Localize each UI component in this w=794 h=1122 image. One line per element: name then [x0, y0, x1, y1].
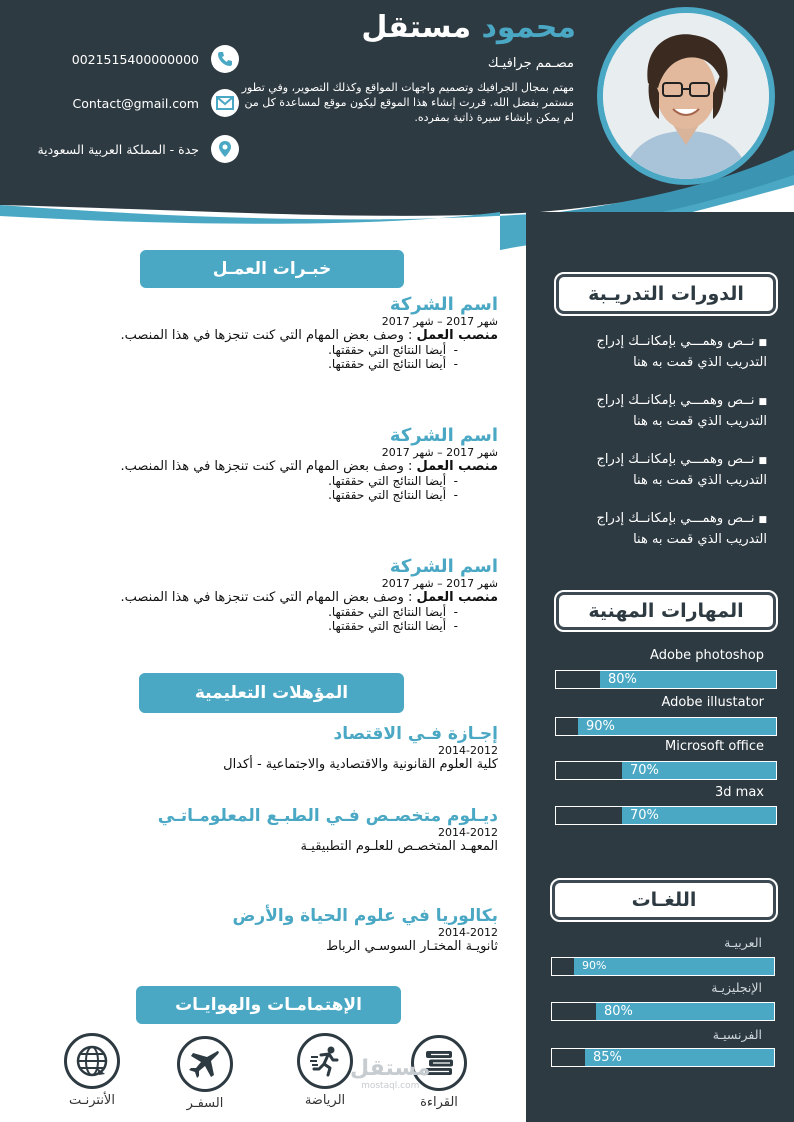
language-label: الإنجليزيـة	[711, 980, 762, 995]
skill-bar-empty	[556, 807, 622, 824]
first-name: محمود	[481, 10, 576, 45]
course-item	[555, 391, 767, 432]
achievement-text: أيضا النتائج التي حققتها.	[328, 488, 447, 502]
skill-percent: 80%	[608, 672, 637, 687]
contact-email-row	[0, 88, 239, 118]
course-line1: نــص وهمـــي بإمكانــك إدراج	[596, 511, 755, 526]
profile-photo	[597, 7, 775, 185]
course-line2: التدريب الذي قمت به هنا	[633, 355, 767, 370]
hobby-label: السفـر	[186, 1096, 224, 1111]
role-description: : وصف بعض المهام التي كنت تنجزها في هذا المنصب.	[120, 590, 417, 605]
company-name: اسم الشركة	[389, 556, 498, 577]
skill-percent: 70%	[630, 808, 659, 823]
achievement: - أيضا النتائج التي حققتها.	[328, 488, 458, 502]
phone-icon	[211, 45, 239, 73]
course-item	[555, 450, 767, 491]
language-label: الفرنسيـة	[712, 1027, 762, 1042]
job-role	[28, 328, 498, 343]
language-bar-empty	[552, 1003, 596, 1020]
achievement: - أيضا النتائج التي حققتها.	[328, 605, 458, 619]
hobby-label: الأنترنـت	[69, 1093, 115, 1108]
course-line1: نــص وهمـــي بإمكانــك إدراج	[596, 393, 755, 408]
job-role	[28, 459, 498, 474]
degree-title: بكالوريا في علوم الحياة والأرض	[232, 906, 498, 926]
education-heading: المؤهلات التعليمية	[139, 673, 404, 713]
location-text: جدة - المملكة العربية السعودية	[37, 141, 199, 157]
languages-heading: اللغـات	[552, 880, 776, 920]
bio-text: مهتم بمجال الجرافيك وتصميم واجهات المواقع وكذلك التصوير، وفي تطور مستمر بفضل الله. قررت إنشاء هذا الموقع ليكون موقع لمساعدة كل من لم يمكن بإنشاء سيرة ذاتية بمفرده.	[241, 81, 574, 124]
education-dates: 2014-2012	[438, 926, 498, 939]
language-percent: 80%	[604, 1004, 633, 1019]
language-bar	[551, 1048, 775, 1067]
course-item	[555, 509, 767, 550]
watermark-url: mostaql.com	[361, 1081, 420, 1091]
achievement-text: أيضا النتائج التي حققتها.	[328, 357, 447, 371]
achievement: - أيضا النتائج التي حققتها.	[328, 619, 458, 633]
last-name: مستقل	[361, 10, 472, 45]
experience-item	[28, 425, 498, 502]
location-pin-icon	[211, 135, 239, 163]
bullet-icon: ■	[758, 397, 767, 407]
role-label: منصب العمل	[416, 459, 498, 474]
language-percent: 90%	[582, 959, 607, 972]
contact-phone-row	[0, 44, 239, 74]
skill-bar	[555, 717, 777, 736]
globe-icon	[64, 1033, 120, 1089]
skill-label: Adobe photoshop	[650, 648, 764, 663]
language-bar	[551, 1002, 775, 1021]
achievement: - أيضا النتائج التي حققتها.	[328, 474, 458, 488]
job-dates: شهر 2017 – شهر 2017	[381, 446, 498, 459]
hobby-label: القراءة	[420, 1095, 458, 1110]
bullet-icon: ■	[758, 456, 767, 466]
mail-icon	[211, 89, 239, 117]
education-item	[28, 906, 498, 954]
skill-percent: 90%	[586, 719, 615, 734]
achievement-text: أيضا النتائج التي حققتها.	[328, 605, 447, 619]
company-name: اسم الشركة	[389, 294, 498, 315]
language-label: العربيـة	[724, 935, 762, 950]
education-dates: 2014-2012	[438, 826, 498, 839]
skill-label: 3d max	[715, 785, 764, 800]
course-line2: التدريب الذي قمت به هنا	[633, 414, 767, 429]
work-heading: خبـرات العمـل	[140, 250, 404, 288]
institution: ثانويـة المختـار السوسـي الرباط	[326, 939, 498, 954]
watermark-logo: مستقل	[350, 1056, 431, 1081]
achievement: - أيضا النتائج التي حققتها.	[328, 343, 458, 357]
role-description: : وصف بعض المهام التي كنت تنجزها في هذا المنصب.	[120, 459, 417, 474]
degree-title: إجـازة فـي الاقتصاد	[333, 724, 498, 744]
achievement-text: أيضا النتائج التي حققتها.	[328, 343, 447, 357]
skill-label: Microsoft office	[665, 739, 764, 754]
skill-bar	[555, 806, 777, 825]
hobbies-heading: الإهتمامـات والهوايـات	[136, 986, 401, 1024]
role-description: : وصف بعض المهام التي كنت تنجزها في هذا المنصب.	[120, 328, 417, 343]
hobby-item	[55, 1033, 129, 1108]
skill-bar-empty	[556, 671, 600, 688]
hobby-label: الرياضة	[304, 1093, 346, 1108]
airplane-icon	[177, 1036, 233, 1092]
course-item	[555, 332, 767, 373]
skills-heading: المهارات المهنية	[556, 592, 776, 630]
bullet-icon: ■	[758, 515, 767, 525]
skill-bar	[555, 670, 777, 689]
watermark	[350, 1056, 430, 1091]
job-dates: شهر 2017 – شهر 2017	[381, 577, 498, 590]
job-title: مصـمم جرافيـك	[487, 56, 574, 71]
achievement: - أيضا النتائج التي حققتها.	[328, 357, 458, 371]
course-line2: التدريب الذي قمت به هنا	[633, 532, 767, 547]
courses-heading: الدورات التدريـبة	[556, 274, 776, 314]
avatar-illustration	[603, 13, 769, 179]
contact-location-row	[0, 134, 239, 164]
role-label: منصب العمل	[416, 328, 498, 343]
education-dates: 2014-2012	[438, 744, 498, 757]
degree-title: ديـلوم متخصـص فـي الطبـع المعلومـاتـي	[157, 806, 498, 826]
email-text[interactable]: Contact@gmail.com	[72, 95, 199, 111]
courses-list	[555, 332, 767, 550]
skill-percent: 70%	[630, 763, 659, 778]
education-item	[28, 724, 498, 772]
skill-bar-empty	[556, 762, 622, 779]
experience-item	[28, 294, 498, 371]
language-percent: 85%	[593, 1050, 622, 1065]
institution: المعهـد المتخصـص للعلـوم التطبيقيـة	[300, 839, 498, 854]
candidate-name	[361, 10, 576, 45]
skill-bar-empty	[556, 718, 578, 735]
course-line2: التدريب الذي قمت به هنا	[633, 473, 767, 488]
runner-icon	[297, 1033, 353, 1089]
skill-label: Adobe illustator	[661, 695, 764, 710]
skill-bar	[555, 761, 777, 780]
phone-text[interactable]: 0021515400000000	[71, 51, 199, 67]
language-bar-empty	[552, 1049, 585, 1066]
achievement-text: أيضا النتائج التي حققتها.	[328, 474, 447, 488]
language-bar-empty	[552, 958, 574, 975]
experience-item	[28, 556, 498, 633]
hobby-item	[168, 1036, 242, 1111]
achievement-text: أيضا النتائج التي حققتها.	[328, 619, 447, 633]
institution: كلية العلوم القانونية والاقتصادية والاجتماعية - أكدال	[223, 757, 498, 772]
job-dates: شهر 2017 – شهر 2017	[381, 315, 498, 328]
course-line1: نــص وهمـــي بإمكانــك إدراج	[596, 334, 755, 349]
company-name: اسم الشركة	[389, 425, 498, 446]
bullet-icon: ■	[758, 338, 767, 348]
role-label: منصب العمل	[416, 590, 498, 605]
education-item	[28, 806, 498, 854]
job-role	[28, 590, 498, 605]
course-line1: نــص وهمـــي بإمكانــك إدراج	[596, 452, 755, 467]
language-bar	[551, 957, 775, 976]
